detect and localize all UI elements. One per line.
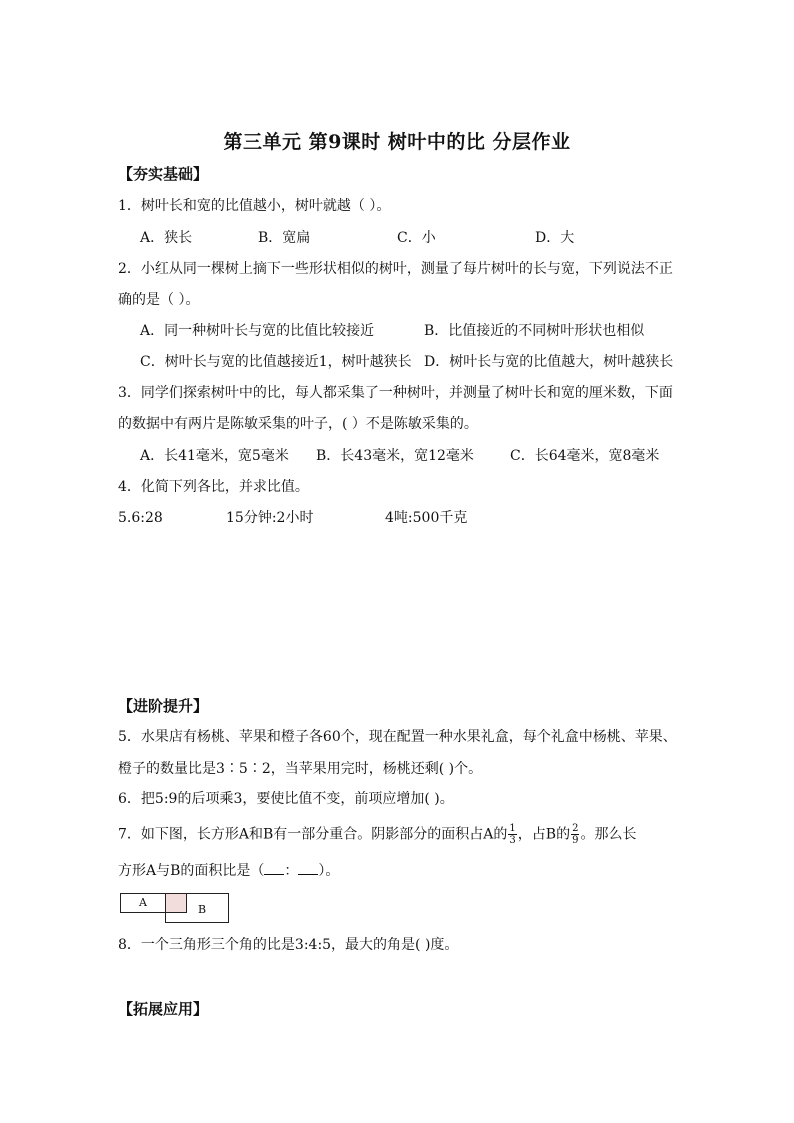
rectangle-b-label: B xyxy=(198,903,207,916)
q7-text-3: 。那么长 xyxy=(580,826,637,843)
rectangle-b xyxy=(165,893,229,923)
q8-line: 8．一个三角形三个角的比是3:4:5，最大的角是( )度。 xyxy=(118,937,459,953)
q4-item-1: 5.6:28 xyxy=(118,510,163,526)
fraction-numerator: 2 xyxy=(572,823,579,834)
q1-option-c: C．小 xyxy=(397,230,436,246)
q1-option-d: D．大 xyxy=(535,230,575,246)
fraction-one-third xyxy=(508,823,516,846)
fraction-denominator: 3 xyxy=(509,835,516,846)
q5-line1: 5．水果店有杨桃、苹果和橙子各60个，现在配置一种水果礼盒，每个礼盒中杨桃、苹果、 xyxy=(118,729,677,745)
q2-option-a: A．同一种树叶长与宽的比值比较接近 xyxy=(140,323,375,339)
q2-stem-line2: 确的是（ ）。 xyxy=(118,292,200,308)
q5-line2: 橙子的数量比是3∶5∶2，当苹果用完时，杨桃还剩( )个。 xyxy=(118,761,483,777)
answer-blank[interactable] xyxy=(264,862,284,875)
q7-text-1: 7．如下图，长方形A和B有一部分重合。阴影部分的面积占A的 xyxy=(118,826,508,843)
q7-line1 xyxy=(118,823,636,846)
section-extension: 【拓展应用】 xyxy=(118,1000,209,1018)
rectangle-a-label: A xyxy=(139,896,147,909)
section-advanced: 【进阶提升】 xyxy=(118,697,209,715)
q1-option-a: A．狭长 xyxy=(140,230,193,246)
q4-stem: 4．化简下列各比，并求比值。 xyxy=(118,479,309,495)
section-basic: 【夯实基础】 xyxy=(118,165,209,183)
q4-item-3: 4吨:500千克 xyxy=(385,510,468,526)
q2-option-d: D．树叶长与宽的比值越大，树叶越狭长 xyxy=(424,354,674,370)
q3-option-b: B．长43毫米，宽12毫米 xyxy=(316,448,474,464)
q3-stem-line2: 的数据中有两片是陈敏采集的叶子，( ）不是陈敏采集的。 xyxy=(118,416,478,432)
q7-line2 xyxy=(118,861,339,881)
q7-text-5: ）。 xyxy=(318,863,340,879)
q3-option-a: A．长41毫米，宽5毫米 xyxy=(140,448,289,464)
fraction-denominator: 9 xyxy=(572,835,579,846)
q1-stem: 1．树叶长和宽的比值越小，树叶就越（ ）。 xyxy=(118,198,391,214)
q6-line: 6．把5:9的后项乘3，要使比值不变，前项应增加( )。 xyxy=(118,791,454,807)
fraction-two-ninths xyxy=(571,823,579,846)
answer-blank[interactable] xyxy=(298,862,318,875)
q2-option-b: B．比值接近的不同树叶形状也相似 xyxy=(424,323,645,339)
q7-text-4: 方形A与B的面积比是（ xyxy=(118,863,265,879)
fraction-numerator: 1 xyxy=(509,823,516,834)
q7-text-2: ，占B的 xyxy=(517,826,571,843)
q3-stem-line1: 3．同学们探索树叶中的比，每人都采集了一种树叶，并测量了树叶长和宽的厘米数，下面 xyxy=(118,385,673,401)
page-title: 第三单元 第9课时 树叶中的比 分层作业 xyxy=(223,131,571,153)
q4-item-2: 15分钟:2小时 xyxy=(226,510,314,526)
q2-stem-line1: 2．小红从同一棵树上摘下一些形状相似的树叶，测量了每片树叶的长与宽，下列说法不正 xyxy=(118,261,673,277)
q3-option-c: C．长64毫米，宽8毫米 xyxy=(510,448,660,464)
q2-option-c: C．树叶长与宽的比值越接近1，树叶越狭长 xyxy=(140,354,412,370)
ratio-colon: ： xyxy=(284,863,299,879)
q1-option-b: B．宽扁 xyxy=(258,230,311,246)
